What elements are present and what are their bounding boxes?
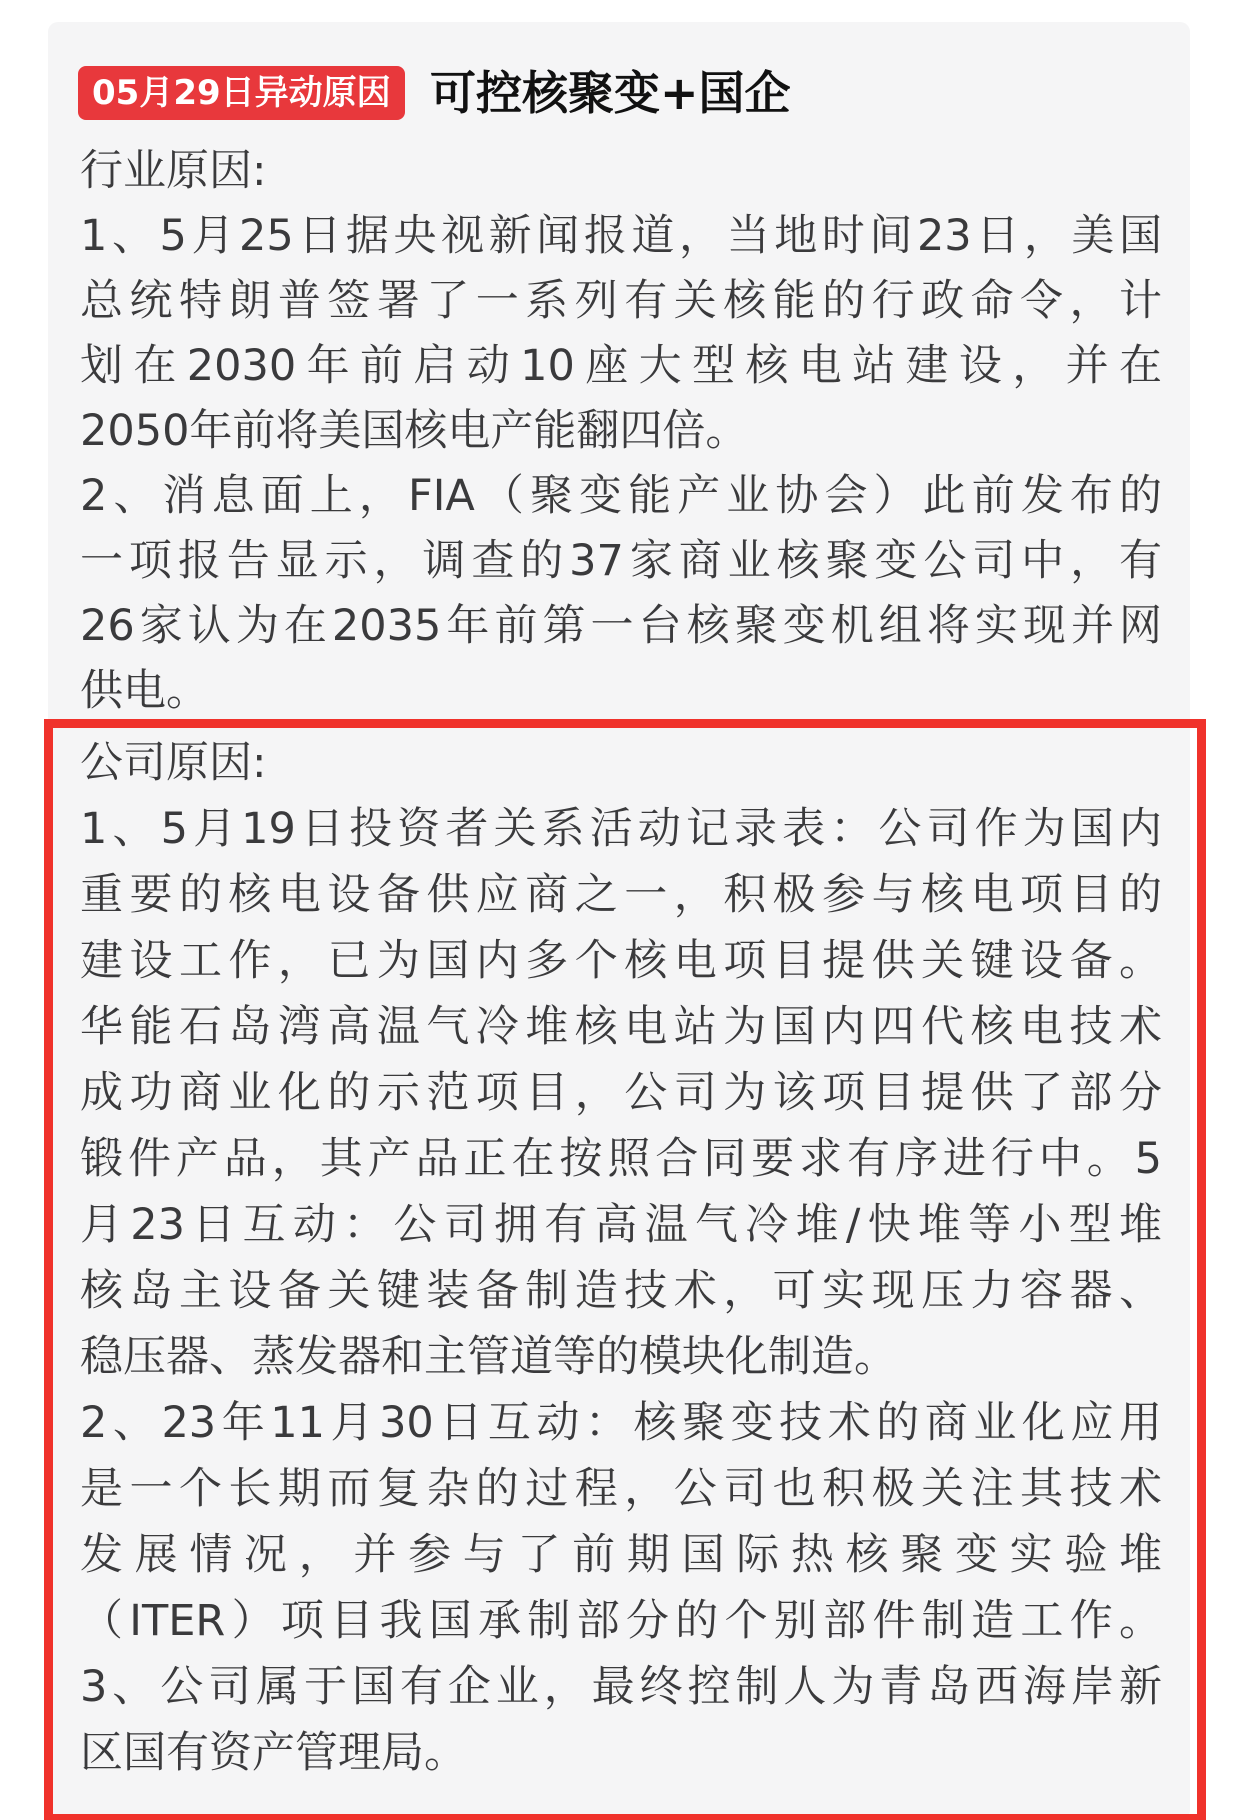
text-line: 2050年前将美国核电产能翻四倍。 xyxy=(80,406,749,456)
text-line: 建设工作，已为国内多个核电项目提供关键设备。 xyxy=(80,936,1162,986)
text-line: 划在2030年前启动10座大型核电站建设，并在 xyxy=(80,341,1162,391)
text-line: 月23日互动：公司拥有高温气冷堆/快堆等小型堆 xyxy=(80,1200,1162,1250)
text-line: 华能石岛湾高温气冷堆核电站为国内四代核电技术 xyxy=(80,1002,1162,1052)
headline-title: 可控核聚变+国企 xyxy=(430,66,791,120)
section-heading-company: 公司原因: xyxy=(80,738,267,788)
text-line: 2、消息面上，FIA（聚变能产业协会）此前发布的 xyxy=(80,471,1162,521)
text-line: 总统特朗普签署了一系列有关核能的行政命令，计 xyxy=(80,276,1162,326)
date-reason-tag: 05月29日异动原因 xyxy=(78,66,405,120)
text-line: 1、5月25日据央视新闻报道，当地时间23日，美国 xyxy=(80,211,1162,261)
text-line: 发展情况，并参与了前期国际热核聚变实验堆 xyxy=(80,1530,1162,1580)
text-line: （ITER）项目我国承制部分的个别部件制造工作。 xyxy=(80,1596,1162,1646)
text-line: 锻件产品，其产品正在按照合同要求有序进行中。5 xyxy=(80,1134,1162,1184)
text-line: 3、公司属于国有企业，最终控制人为青岛西海岸新 xyxy=(80,1662,1162,1712)
text-line: 供电。 xyxy=(80,666,209,710)
text-line: 稳压器、蒸发器和主管道等的模块化制造。 xyxy=(80,1332,897,1382)
text-line: 核岛主设备关键装备制造技术，可实现压力容器、 xyxy=(80,1266,1162,1316)
text-line: 1、5月19日投资者关系活动记录表：公司作为国内 xyxy=(80,804,1162,854)
text-line: 重要的核电设备供应商之一，积极参与核电项目的 xyxy=(80,870,1162,920)
text-line: 26家认为在2035年前第一台核聚变机组将实现并网 xyxy=(80,601,1162,651)
text-line: 一项报告显示，调查的37家商业核聚变公司中，有 xyxy=(80,536,1162,586)
text-line: 成功商业化的示范项目，公司为该项目提供了部分 xyxy=(80,1068,1162,1118)
text-line: 是一个长期而复杂的过程，公司也积极关注其技术 xyxy=(80,1464,1162,1514)
section-heading-industry: 行业原因: xyxy=(80,146,267,196)
text-line: 2、23年11月30日互动：核聚变技术的商业化应用 xyxy=(80,1398,1162,1448)
text-line: 区国有资产管理局。 xyxy=(80,1728,467,1778)
